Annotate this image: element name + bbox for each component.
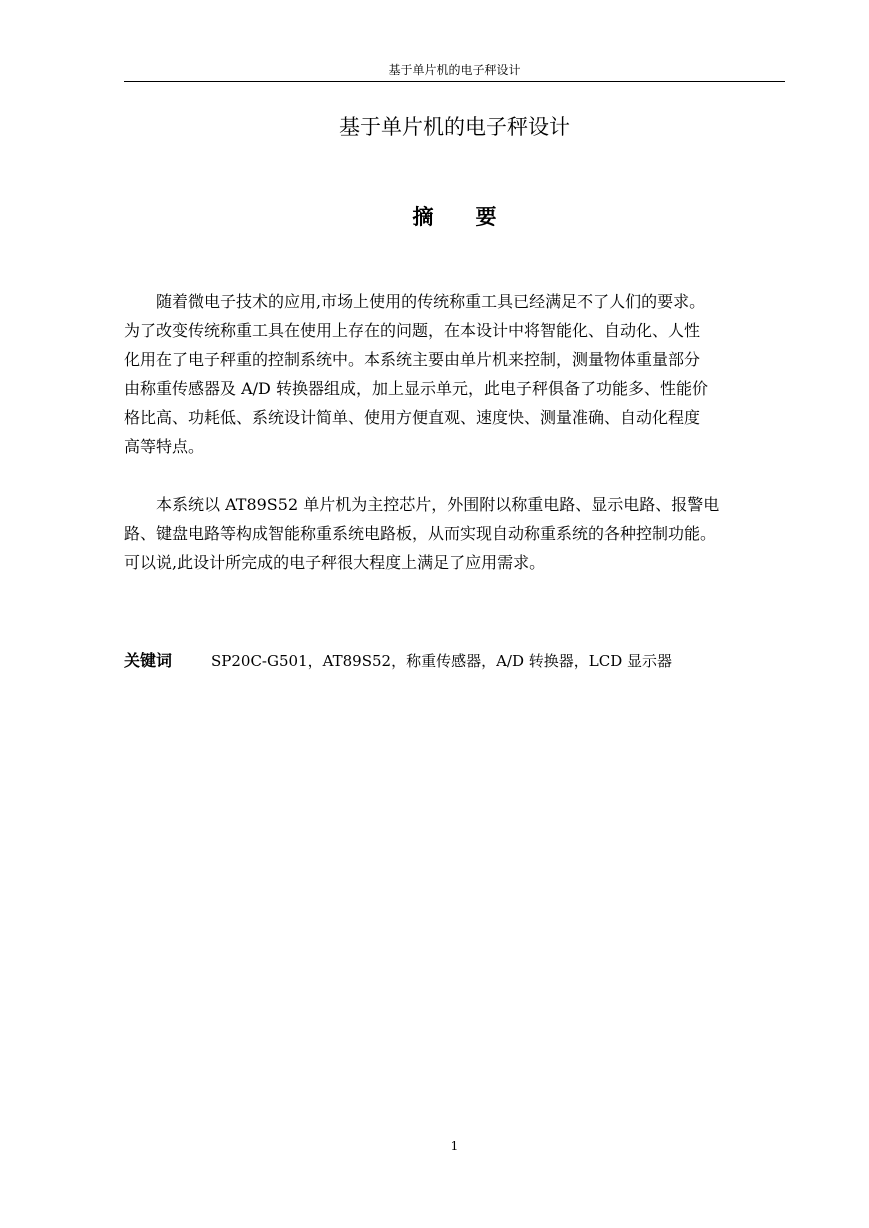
abstract-p1-line: 化用在了电子秤重的控制系统中。本系统主要由单片机来控制，测量物体重量部分	[124, 350, 701, 369]
abstract-p2-line: 本系统以 AT89S52 单片机为主控芯片，外围附以称重电路、显示电路、报警电	[124, 495, 720, 514]
document-title: 基于单片机的电子秤设计	[339, 115, 570, 139]
keywords-row	[124, 651, 785, 671]
abstract-p1-line: 随着微电子技术的应用,市场上使用的传统称重工具已经满足不了人们的要求。	[124, 292, 706, 311]
abstract-p2-line: 路、键盘电路等构成智能称重系统电路板，从而实现自动称重系统的各种控制功能。	[124, 524, 717, 543]
abstract-p1-line: 由称重传感器及 A/D 转换器组成，加上显示单元，此电子秤俱备了功能多、性能价	[124, 379, 708, 398]
abstract-p1-line: 高等特点。	[124, 437, 205, 456]
abstract-heading	[124, 204, 785, 230]
abstract-p1-line: 格比高、功耗低、系统设计简单、使用方便直观、速度快、测量准确、自动化程度	[124, 408, 701, 427]
keywords-text: SP20C-G501，AT89S52，称重传感器，A/D 转换器，LCD 显示器	[211, 652, 672, 670]
header-divider	[124, 81, 785, 82]
abstract-paragraph-1	[124, 287, 764, 461]
running-header: 基于单片机的电子秤设计	[388, 63, 521, 77]
page-number: 1	[450, 1139, 459, 1153]
abstract-heading-char-1: 摘	[412, 205, 434, 229]
abstract-paragraph-2	[124, 490, 764, 577]
abstract-p2-line: 可以说,此设计所完成的电子秤很大程度上满足了应用需求。	[124, 553, 546, 572]
keywords-label: 关键词	[124, 651, 173, 670]
abstract-p1-line: 为了改变传统称重工具在使用上存在的问题，在本设计中将智能化、自动化、人性	[124, 321, 701, 340]
abstract-heading-char-2: 要	[475, 205, 497, 229]
